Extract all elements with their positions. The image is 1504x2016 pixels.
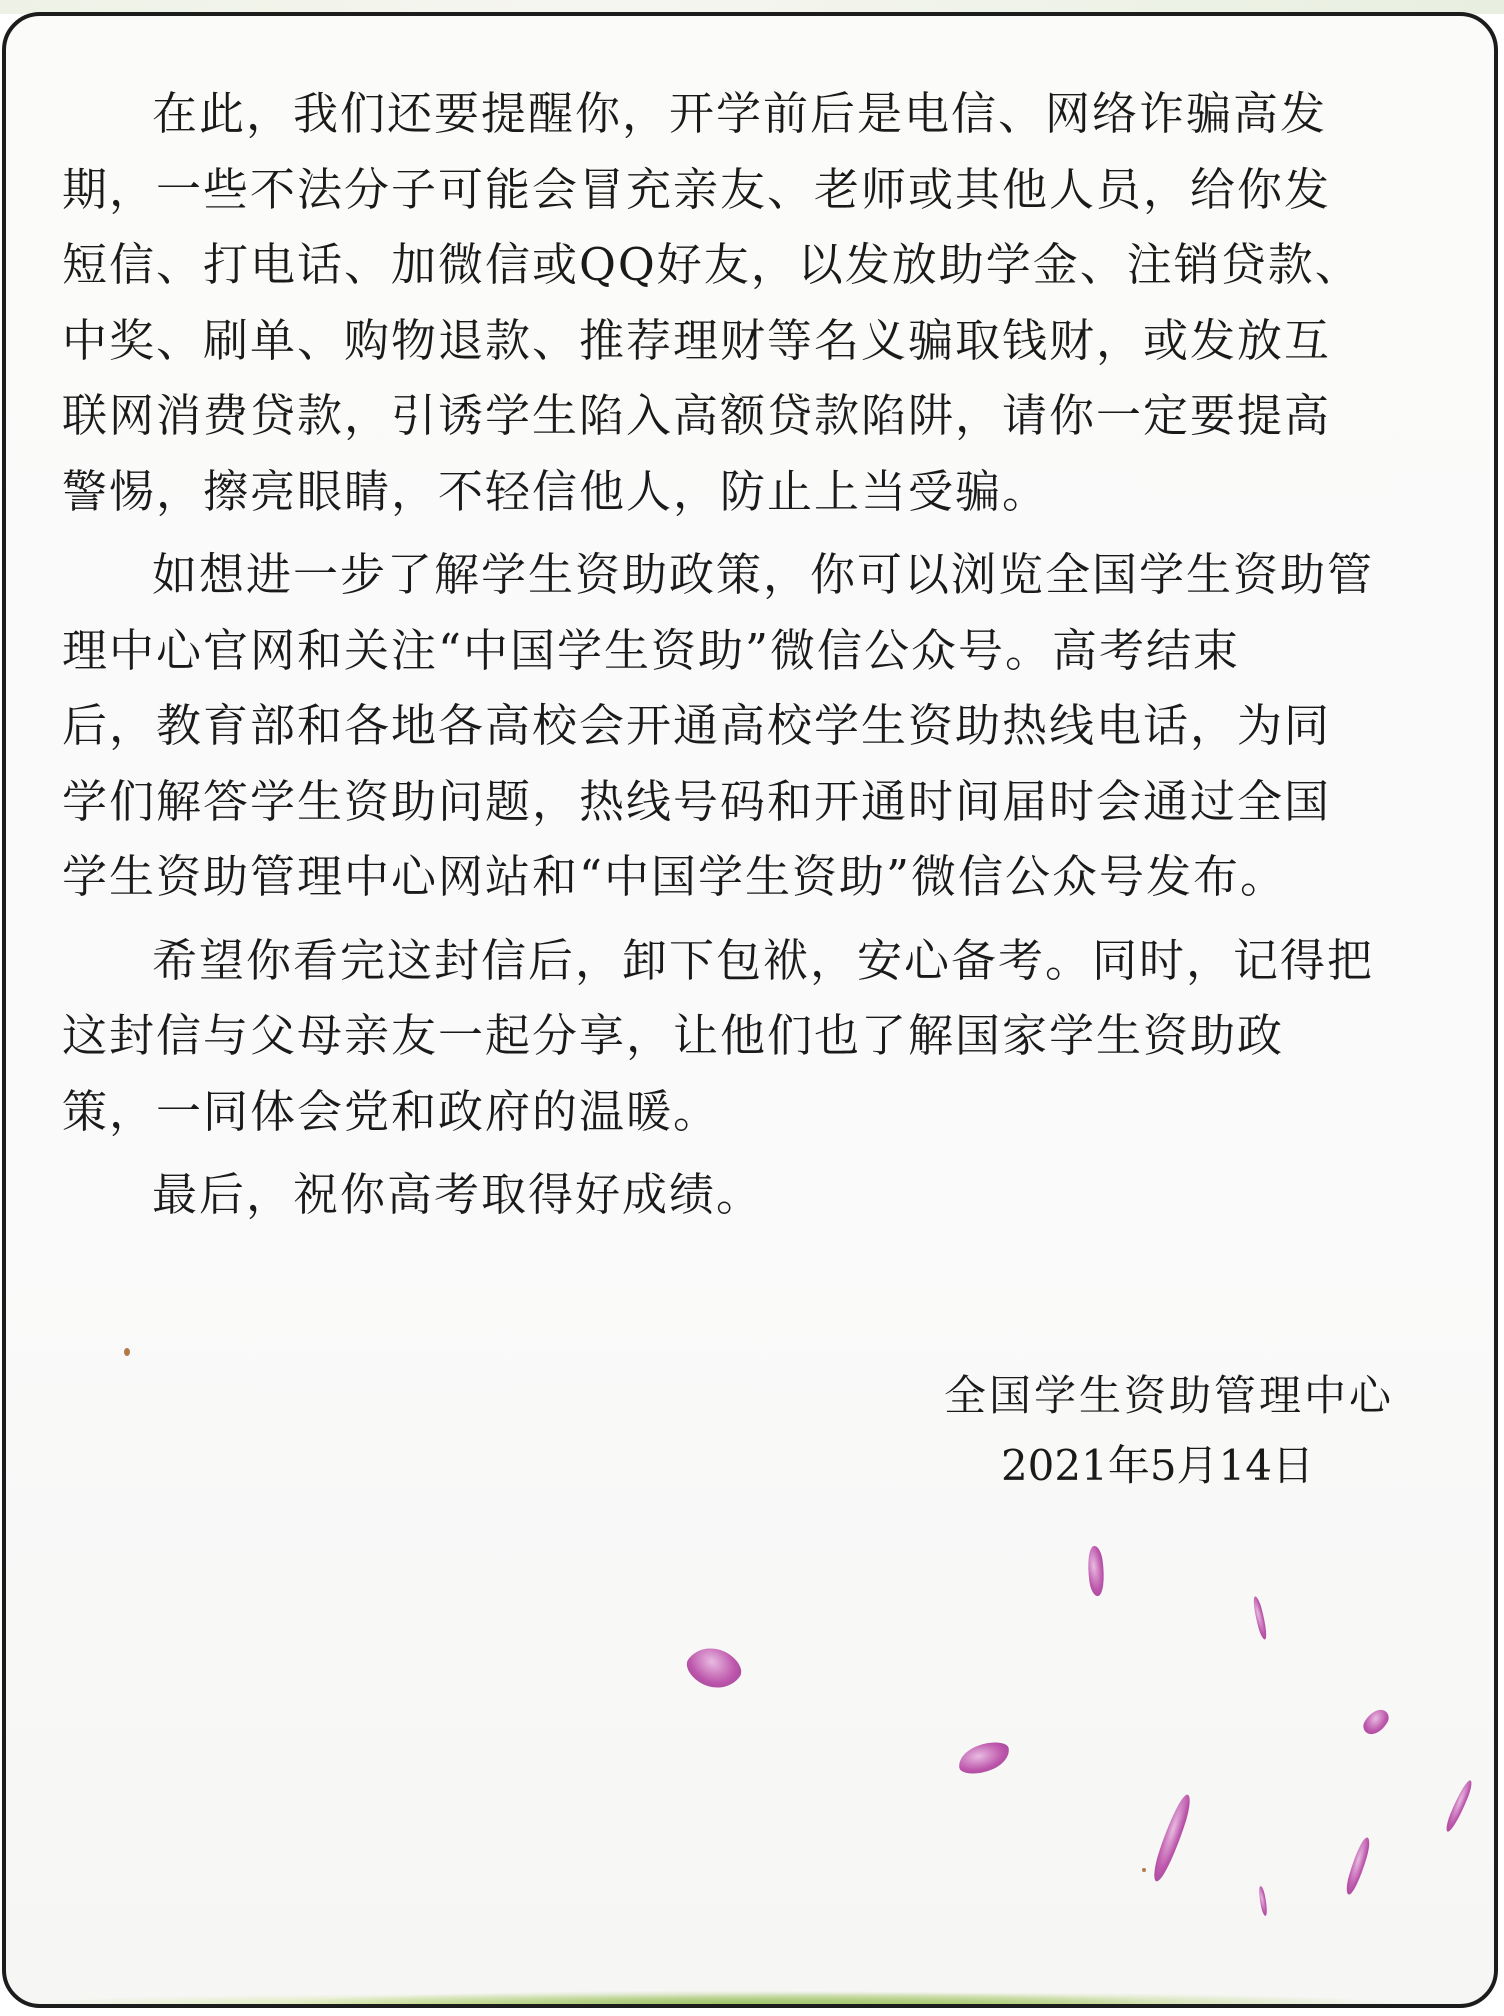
- grass-decoration: [6, 1980, 1498, 2004]
- petal-decoration: [1344, 1836, 1372, 1897]
- petal-decoration: [1360, 1705, 1391, 1739]
- signature-date: 2021年5月14日: [1000, 1441, 1314, 1490]
- paragraph-policy-info: 如想进一步了解学生资助政策，你可以浏览全国学生资助管 理中心官网和关注“中国学生资助”微信公众号。高考结束 后，教育部和各地各高校会开通高校学生资助热线电话，为同 学们解答学生资助问题，热线号码和开通时间届时会通过全国 学生资助管理中心网站和“中国学生资助”微信公众号发布。: [62, 548, 1375, 903]
- signature-block: [834, 1361, 1394, 1501]
- petal-decoration: [1444, 1778, 1474, 1834]
- signature-organization: 全国学生资助管理中心: [943, 1371, 1394, 1420]
- paragraph-encouragement: 希望你看完这封信后，卸下包袱，安心备考。同时，记得把 这封信与父母亲友一起分享，让他们也了解国家学生资助政 策，一同体会党和政府的温暖。: [62, 933, 1375, 1138]
- letter-sheet: [2, 12, 1498, 2008]
- petal-decoration: [1257, 1886, 1269, 1917]
- petal-decoration: [1250, 1596, 1269, 1641]
- petal-decoration: [681, 1637, 747, 1700]
- speck-decoration: [1142, 1868, 1146, 1872]
- letter-body: [62, 76, 1462, 1241]
- petal-decoration: [1150, 1792, 1194, 1884]
- petal-decoration: [1085, 1545, 1108, 1597]
- paragraph-closing-wish: 最后，祝你高考取得好成绩。: [152, 1168, 764, 1221]
- speck-decoration: [124, 1348, 130, 1356]
- petal-decoration: [956, 1740, 1012, 1777]
- paragraph-fraud-warning: 在此，我们还要提醒你，开学前后是电信、网络诈骗高发 期，一些不法分子可能会冒充亲友、老师或其他人员，给你发 短信、打电话、加微信或QQ好友，以发放助学金、注销贷款、 中奖、刷单、购物退款、推荐理财等名义骗取钱财，或发放互 联网消费贷款，引诱学生陷入高额贷款陷阱，请你一定要提高 警惕，擦亮眼睛，不轻信他人，防止上当受骗。: [62, 87, 1362, 518]
